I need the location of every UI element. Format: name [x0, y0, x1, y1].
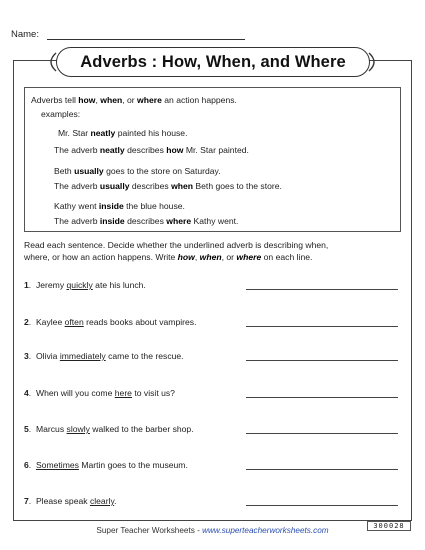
example-adverb: usually: [99, 181, 130, 191]
info-intro: [31, 95, 237, 106]
example-adverb: inside: [98, 201, 124, 211]
intro-sep: , or: [122, 95, 138, 105]
question-text: ate his lunch.: [92, 280, 146, 290]
example-text: Kathy went: [54, 201, 99, 211]
example-adverb: usually: [74, 166, 104, 176]
question-6: [24, 460, 188, 471]
worksheet-code: 300028: [367, 521, 411, 531]
example-text: The adverb: [54, 216, 100, 226]
example-text: Beth: [54, 166, 75, 176]
answer-line-5[interactable]: [246, 433, 398, 434]
example-adverb: inside: [99, 216, 125, 226]
question-5: [24, 424, 194, 435]
example-text: the blue house.: [123, 201, 185, 211]
instructions-where: where: [236, 252, 262, 262]
question-text: to visit us?: [131, 388, 175, 398]
question-adverb: immediately: [59, 351, 106, 361]
question-text: walked to the barber shop.: [89, 424, 194, 434]
intro-where: where: [137, 95, 162, 105]
question-adverb: often: [64, 317, 84, 327]
question-adverb: clearly: [89, 496, 115, 506]
question-dot: .: [28, 280, 32, 290]
intro-when: when: [100, 95, 123, 105]
name-label: Name:: [11, 29, 39, 40]
example-text: Mr. Star painted.: [183, 145, 249, 155]
example-2-explanation: [54, 181, 282, 192]
intro-text: Adverbs tell: [31, 95, 79, 105]
example-1-explanation: [54, 145, 249, 156]
question-4: [24, 388, 175, 399]
example-type: how: [166, 145, 184, 155]
instructions-text: on each line.: [261, 252, 313, 262]
question-text: Kaylee: [35, 317, 65, 327]
question-number: 2: [24, 317, 29, 327]
question-number: 7: [24, 496, 29, 506]
question-dot: .: [28, 317, 32, 327]
example-text: Mr. Star: [58, 128, 91, 138]
example-type: where: [166, 216, 192, 226]
question-adverb: Sometimes: [35, 460, 79, 470]
question-7: [24, 496, 117, 507]
intro-sep: ,: [95, 95, 101, 105]
answer-line-1[interactable]: [246, 289, 398, 290]
question-text: Please speak: [35, 496, 90, 506]
footer-link[interactable]: www.superteacherworksheets.com: [202, 526, 329, 535]
question-number: 3: [24, 351, 29, 361]
question-adverb: slowly: [66, 424, 90, 434]
question-text: When will you come: [35, 388, 115, 398]
question-adverb: here: [114, 388, 132, 398]
name-input-line[interactable]: [47, 39, 245, 40]
answer-line-4[interactable]: [246, 397, 398, 398]
question-text: .: [114, 496, 117, 506]
example-adverb: neatly: [90, 128, 116, 138]
answer-line-7[interactable]: [246, 505, 398, 506]
question-dot: .: [28, 424, 32, 434]
question-number: 6: [24, 460, 29, 470]
question-number: 1: [24, 280, 29, 290]
question-1: [24, 280, 146, 291]
question-number: 5: [24, 424, 29, 434]
example-text: goes to the store on Saturday.: [103, 166, 221, 176]
intro-text: an action happens.: [161, 95, 237, 105]
instructions-line-1: Read each sentence. Decide whether the underlined adverb is describing when,: [24, 240, 329, 250]
question-text: Jeremy: [35, 280, 67, 290]
example-text: describes: [129, 181, 172, 191]
question-dot: .: [28, 460, 32, 470]
example-1-sentence: [58, 128, 187, 139]
example-3-explanation: [54, 216, 238, 227]
example-text: Beth goes to the store.: [193, 181, 282, 191]
example-text: painted his house.: [115, 128, 188, 138]
instructions-how: how: [177, 252, 195, 262]
question-text: reads books about vampires.: [83, 317, 197, 327]
footer-text: Super Teacher Worksheets -: [96, 526, 203, 535]
answer-line-2[interactable]: [246, 326, 398, 327]
example-text: Kathy went.: [191, 216, 239, 226]
answer-line-3[interactable]: [246, 360, 398, 361]
examples-label: examples:: [41, 109, 81, 119]
example-type: when: [171, 181, 194, 191]
question-2: [24, 317, 196, 328]
question-text: Olivia: [35, 351, 60, 361]
question-text: came to the rescue.: [105, 351, 184, 361]
footer: [0, 526, 425, 535]
question-dot: .: [28, 351, 32, 361]
instructions-when: when: [199, 252, 222, 262]
intro-how: how: [78, 95, 96, 105]
question-dot: .: [28, 388, 32, 398]
question-adverb: quickly: [66, 280, 93, 290]
example-text: describes: [124, 216, 167, 226]
instructions-sep: , or: [221, 252, 237, 262]
answer-line-6[interactable]: [246, 469, 398, 470]
example-text: describes: [124, 145, 167, 155]
instructions-sep: ,: [194, 252, 200, 262]
instructions-line-2: [24, 252, 312, 263]
example-text: The adverb: [54, 145, 100, 155]
example-3-sentence: [54, 201, 185, 212]
instructions-text: where, or how an action happens. Write: [24, 252, 178, 262]
worksheet-title: Adverbs : How, When, and Where: [56, 47, 370, 77]
question-number: 4: [24, 388, 29, 398]
question-text: Marcus: [35, 424, 67, 434]
question-dot: .: [28, 496, 32, 506]
example-text: The adverb: [54, 181, 100, 191]
question-3: [24, 351, 184, 362]
example-2-sentence: [54, 166, 221, 177]
example-adverb: neatly: [99, 145, 125, 155]
question-text: Martin goes to the museum.: [78, 460, 188, 470]
